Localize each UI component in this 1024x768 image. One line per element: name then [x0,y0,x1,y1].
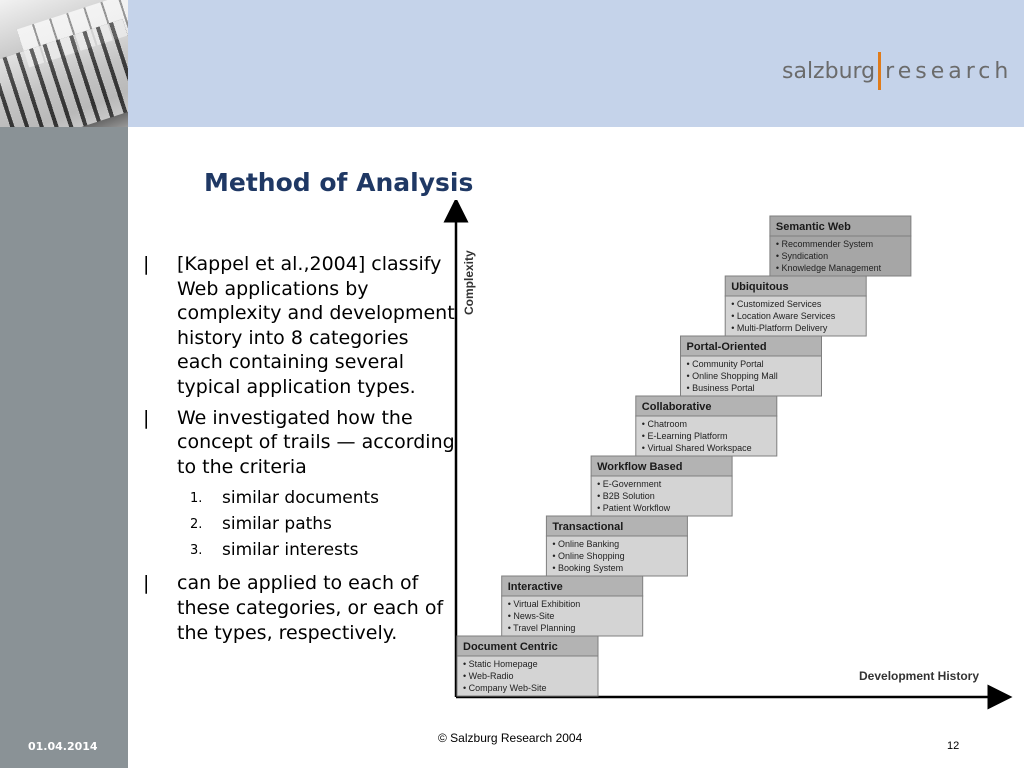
category-step [591,456,732,516]
criteria-text: similar documents [222,488,380,509]
category-item: • Online Shopping [552,551,625,561]
category-item: • B2B Solution [597,491,655,501]
category-item: • Web-Radio [463,671,514,681]
criteria-item [140,511,460,537]
category-item: • Virtual Shared Workspace [641,443,752,453]
criteria-text: similar interests [222,540,359,561]
criteria-number: 2. [190,517,203,533]
footer-copyright: © Salzburg Research 2004 [438,731,583,745]
category-item: • Chatroom [641,419,687,429]
salzburg-research-logo [782,50,1012,92]
bullet-text: We investigated how the concept of trails — according to the criteria [177,406,455,478]
bullet-item [140,571,460,645]
sidebar [0,127,128,768]
category-item: • Online Banking [552,539,620,549]
category-step [636,396,777,456]
bullet-list [140,252,460,651]
category-item: • Recommender System [775,239,874,249]
criteria-text: similar paths [222,514,332,535]
page-number: 12 [947,740,960,752]
category-name: Collaborative [641,401,712,413]
category-step [502,576,643,636]
category-step [546,516,687,576]
category-item: • Location Aware Services [731,311,836,321]
logo-right-text: research [885,58,1013,84]
bullet-mark: | [143,572,150,595]
category-step [457,636,598,696]
category-step [725,276,866,336]
category-item: • Company Web-Site [463,683,547,693]
header-photo [0,0,128,127]
criteria-number: 3. [190,543,203,559]
bullet-text: can be applied to each of these categories, or each of the types, respectively. [177,572,444,644]
category-item: • News-Site [507,611,555,621]
bullet-item [140,252,460,400]
bullet-mark: | [143,253,150,275]
x-axis-label: Development History [859,669,980,683]
logo-left-text: salzburg [782,58,876,84]
bullet-text: [Kappel et al.,2004] classify Web applications by complexity and development history into 8 categories each containing several typical application types. [177,253,455,398]
category-name: Ubiquitous [731,281,789,293]
category-item: • Booking System [552,563,624,573]
criteria-list [140,485,460,563]
category-name: Transactional [552,521,624,533]
y-axis-label: Complexity [462,250,476,315]
category-item: • Static Homepage [463,659,538,669]
category-item: • Customized Services [731,299,822,309]
category-name: Workflow Based [597,461,683,473]
criteria-item [140,537,460,563]
web-application-categories-diagram [440,200,1024,710]
footer-date: 01.04.2014 [28,740,98,753]
category-name: Semantic Web [775,221,851,233]
category-steps [457,216,911,696]
category-item: • Community Portal [686,359,764,369]
category-step [681,336,822,396]
category-step [770,216,911,276]
bullet-mark: | [143,406,150,429]
slide-title: Method of Analysis [204,168,474,197]
category-item: • Syndication [775,251,829,261]
category-item: • Patient Workflow [597,503,671,513]
criteria-item [140,485,460,511]
category-item: • Multi-Platform Delivery [731,323,828,333]
category-item: • Travel Planning [507,623,576,633]
category-item: • E-Learning Platform [641,431,728,441]
category-item: • Business Portal [686,383,755,393]
category-name: Interactive [507,581,563,593]
logo-separator [878,52,881,90]
category-name: Portal-Oriented [686,341,767,353]
category-item: • Online Shopping Mall [686,371,778,381]
category-item: • Knowledge Management [775,263,882,273]
category-item: • Virtual Exhibition [507,599,581,609]
category-item: • E-Government [597,479,662,489]
bullet-item [140,406,460,480]
criteria-number: 1. [190,491,203,507]
category-name: Document Centric [463,641,558,653]
